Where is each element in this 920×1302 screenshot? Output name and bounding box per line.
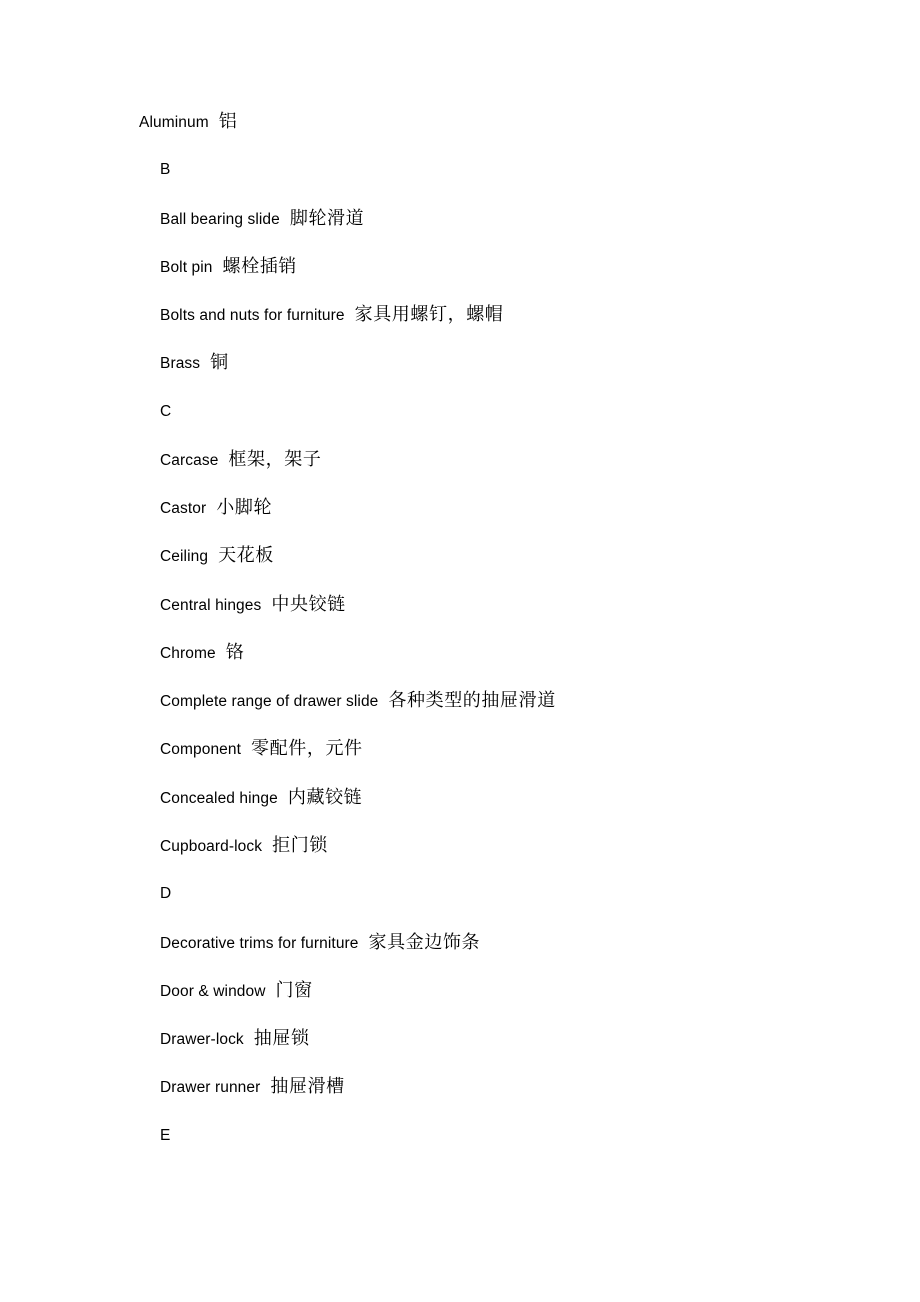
term-chinese: 拒门锁: [272, 834, 328, 855]
glossary-entry: [139, 787, 890, 835]
term-chinese: 天花板: [218, 545, 274, 566]
section-letter-label: B: [160, 161, 171, 179]
glossary-entry: [139, 932, 890, 980]
glossary-entry: [139, 690, 890, 738]
term-english: Drawer runner: [160, 1079, 261, 1097]
term-english: Central hinges: [160, 596, 262, 614]
term-english: Drawer-lock: [160, 1031, 244, 1049]
section-letter-label: E: [160, 1126, 171, 1144]
section-letter-label: C: [160, 402, 172, 420]
term-english: Chrome: [160, 644, 216, 662]
glossary-entry: [139, 545, 890, 593]
section-letter: [139, 1125, 890, 1173]
term-english: Component: [160, 741, 242, 759]
term-chinese: 抽屉滑槽: [270, 1076, 345, 1097]
term-chinese: 零配件，元件: [251, 738, 363, 759]
term-english: Ball bearing slide: [160, 210, 280, 228]
term-chinese: 铝: [218, 111, 238, 131]
term-chinese: 内藏铰链: [287, 786, 363, 807]
term-english: Carcase: [160, 451, 219, 469]
glossary-entry: [139, 1076, 890, 1124]
glossary-entry: [139, 111, 890, 159]
term-chinese: 铬: [225, 641, 245, 662]
term-chinese: 门窗: [275, 979, 313, 1000]
term-chinese: 抽屉锁: [253, 1028, 310, 1049]
glossary-entry: [139, 738, 890, 786]
glossary-entry: [139, 980, 890, 1028]
term-english: Concealed hinge: [160, 789, 278, 807]
glossary-entry: [139, 642, 890, 690]
glossary-entry: [139, 256, 890, 304]
glossary-entry: [139, 594, 890, 642]
glossary-entry: [139, 304, 890, 352]
term-english: Bolts and nuts for furniture: [160, 307, 345, 325]
section-letter: [139, 883, 890, 931]
term-english: Door & window: [160, 982, 266, 1000]
term-chinese: 家具用螺钉，螺帽: [354, 304, 504, 325]
glossary-entry: [139, 449, 890, 497]
term-chinese: 脚轮滑道: [289, 207, 365, 228]
glossary-entry: [139, 1028, 890, 1076]
section-letter-label: D: [160, 885, 172, 903]
section-letter: [139, 159, 890, 207]
term-chinese: 框架，架子: [228, 448, 322, 469]
glossary-entry: [139, 497, 890, 545]
glossary-entry: [139, 208, 890, 256]
term-english: Brass: [160, 355, 201, 373]
term-chinese: 铜: [210, 352, 229, 373]
term-english: Castor: [160, 500, 207, 518]
term-chinese: 家具金边饰条: [368, 931, 481, 952]
term-english: Complete range of drawer slide: [160, 693, 379, 711]
term-chinese: 中央铰链: [271, 593, 346, 614]
term-chinese: 螺栓插销: [222, 255, 297, 276]
term-english: Cupboard-lock: [160, 837, 263, 855]
glossary-entry: [139, 352, 890, 400]
glossary-entry: [139, 835, 890, 883]
section-letter: [139, 401, 890, 449]
term-chinese: 小脚轮: [216, 497, 273, 518]
term-english: Aluminum: [139, 114, 209, 131]
term-english: Bolt pin: [160, 258, 213, 276]
term-english: Ceiling: [160, 548, 209, 566]
glossary-list: [139, 111, 890, 1173]
term-chinese: 各种类型的抽屉滑道: [388, 690, 556, 711]
term-english: Decorative trims for furniture: [160, 934, 359, 952]
